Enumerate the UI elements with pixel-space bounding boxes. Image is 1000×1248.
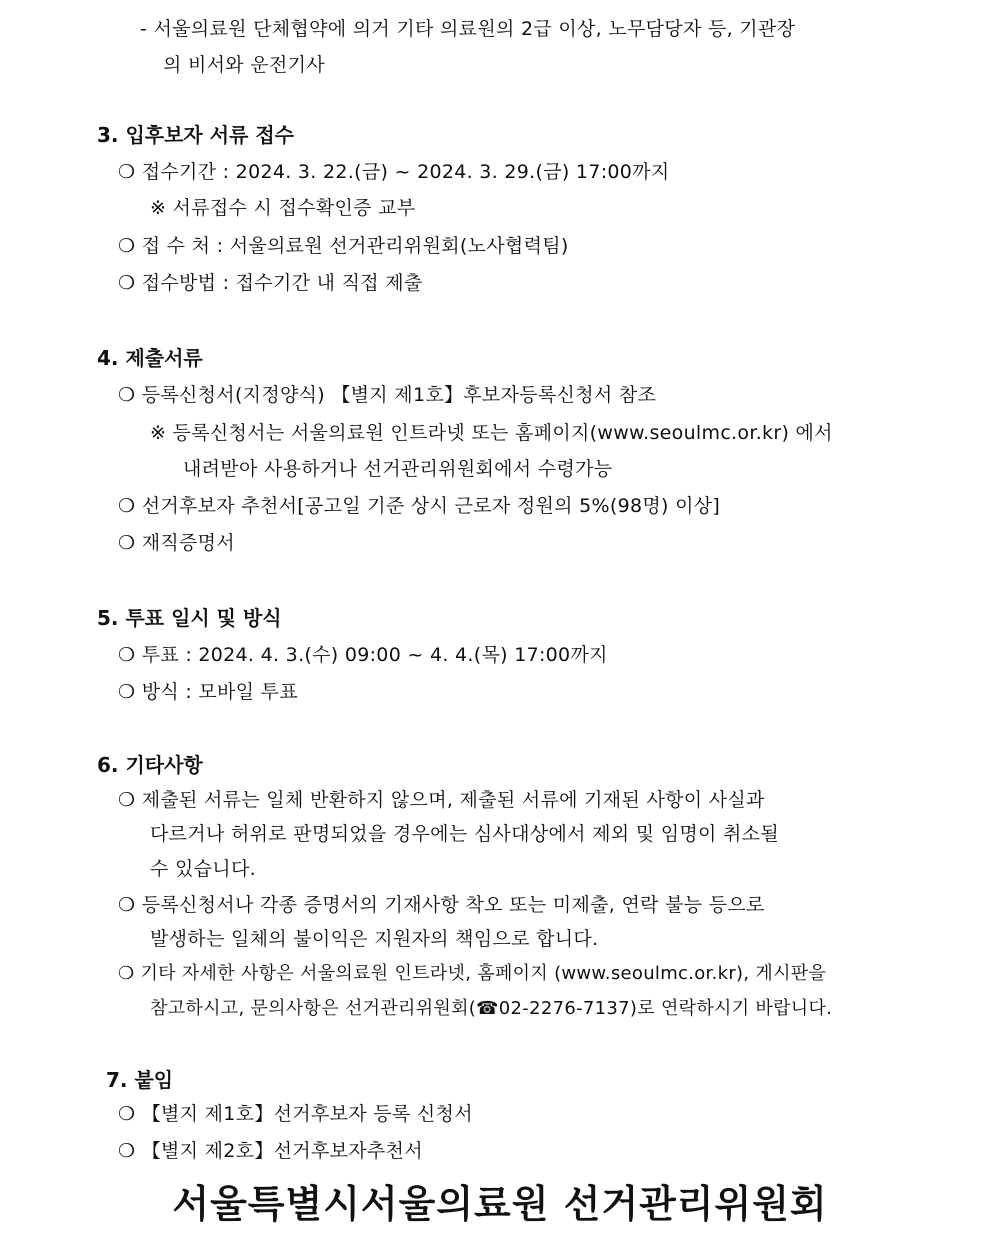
s6-item-2-text-1: 등록신청서나 각종 증명서의 기재사항 착오 또는 미제출, 연락 불능 등으로 <box>141 894 765 916</box>
s6-item-1-line-1 <box>118 788 765 812</box>
s5-vote <box>118 643 608 667</box>
s5-method <box>118 680 298 704</box>
section-4-heading: 4. 제출서류 <box>97 346 203 370</box>
intro-line-1: - 서울의료원 단체협약에 의거 기타 의료원의 2급 이상, 노무담당자 등, 기관장 <box>140 18 796 40</box>
s3-method <box>118 271 423 295</box>
s6-item-1-line-2: 다르거나 허위로 판명되었을 경우에는 심사대상에서 제외 및 임명이 취소될 <box>150 823 779 845</box>
s4-employment <box>118 531 235 555</box>
circle-bullet-icon: ❍ <box>118 963 135 984</box>
circle-bullet-icon: ❍ <box>118 644 136 666</box>
s4-form-note-2: 내려받아 사용하거나 선거관리위원회에서 수령가능 <box>183 458 613 480</box>
circle-bullet-icon: ❍ <box>118 161 136 183</box>
s4-recommend-text: 선거후보자 추천서[공고일 기준 상시 근로자 정원의 5%(98명) 이상] <box>141 495 721 517</box>
circle-bullet-icon: ❍ <box>118 1140 136 1162</box>
s3-method-text: 접수방법 : 접수기간 내 직접 제출 <box>141 272 423 294</box>
section-5-heading: 5. 투표 일시 및 방식 <box>97 606 282 630</box>
circle-bullet-icon: ❍ <box>118 1103 136 1125</box>
s3-period <box>118 160 669 184</box>
section-7-heading: 7. 붙임 <box>106 1068 174 1092</box>
circle-bullet-icon: ❍ <box>118 532 136 554</box>
section-6-heading: 6. 기타사항 <box>97 753 203 777</box>
circle-bullet-icon: ❍ <box>118 384 136 406</box>
s7-attachment-1-text: 【별지 제1호】선거후보자 등록 신청서 <box>141 1103 473 1125</box>
s7-attachment-2-text: 【별지 제2호】선거후보자추천서 <box>141 1140 423 1162</box>
circle-bullet-icon: ❍ <box>118 272 136 294</box>
section-3-heading: 3. 입후보자 서류 접수 <box>97 123 294 147</box>
s3-place-text: 접 수 처 : 서울의료원 선거관리위원회(노사협력팀) <box>141 235 569 257</box>
circle-bullet-icon: ❍ <box>118 789 136 811</box>
s6-item-3-line-2: 참고하시고, 문의사항은 선거관리위원회(☎02-2276-7137)로 연락하시기 바랍니다. <box>150 998 833 1019</box>
circle-bullet-icon: ❍ <box>118 894 136 916</box>
intro-line-2: 의 비서와 운전기사 <box>163 54 325 76</box>
s4-form-text: 등록신청서(지정양식) 【별지 제1호】후보자등록신청서 참조 <box>141 384 657 406</box>
s4-form <box>118 383 656 407</box>
s3-period-note: ※ 서류접수 시 접수확인증 교부 <box>150 197 416 219</box>
s3-place <box>118 234 569 258</box>
s3-period-text: 접수기간 : 2024. 3. 22.(금) ~ 2024. 3. 29.(금) 17:00까지 <box>141 161 670 183</box>
s6-item-1-text-1: 제출된 서류는 일체 반환하지 않으며, 제출된 서류에 기재된 사항이 사실과 <box>141 789 765 811</box>
s6-item-1-line-3: 수 있습니다. <box>150 858 256 880</box>
s6-item-2-line-2: 발생하는 일체의 불이익은 지원자의 책임으로 합니다. <box>150 928 599 950</box>
s7-attachment-1 <box>118 1102 473 1126</box>
circle-bullet-icon: ❍ <box>118 495 136 517</box>
s4-form-note-1: ※ 등록신청서는 서울의료원 인트라넷 또는 홈페이지(www.seoulmc.or.kr) 에서 <box>150 422 833 444</box>
s4-recommend <box>118 494 720 518</box>
issuer-signature: 서울특별시서울의료원 선거관리위원회 <box>172 1182 828 1226</box>
s6-item-3-text-1: 기타 자세한 사항은 서울의료원 인트라넷, 홈페이지 (www.seoulmc.or.kr), 게시판을 <box>140 963 827 984</box>
s5-vote-text: 투표 : 2024. 4. 3.(수) 09:00 ~ 4. 4.(목) 17:00까지 <box>141 644 608 666</box>
circle-bullet-icon: ❍ <box>118 681 136 703</box>
circle-bullet-icon: ❍ <box>118 235 136 257</box>
s6-item-2-line-1 <box>118 893 765 917</box>
s7-attachment-2 <box>118 1139 423 1163</box>
s4-employment-text: 재직증명서 <box>141 532 235 554</box>
s5-method-text: 방식 : 모바일 투표 <box>141 681 298 703</box>
s6-item-3-line-1 <box>118 962 826 986</box>
